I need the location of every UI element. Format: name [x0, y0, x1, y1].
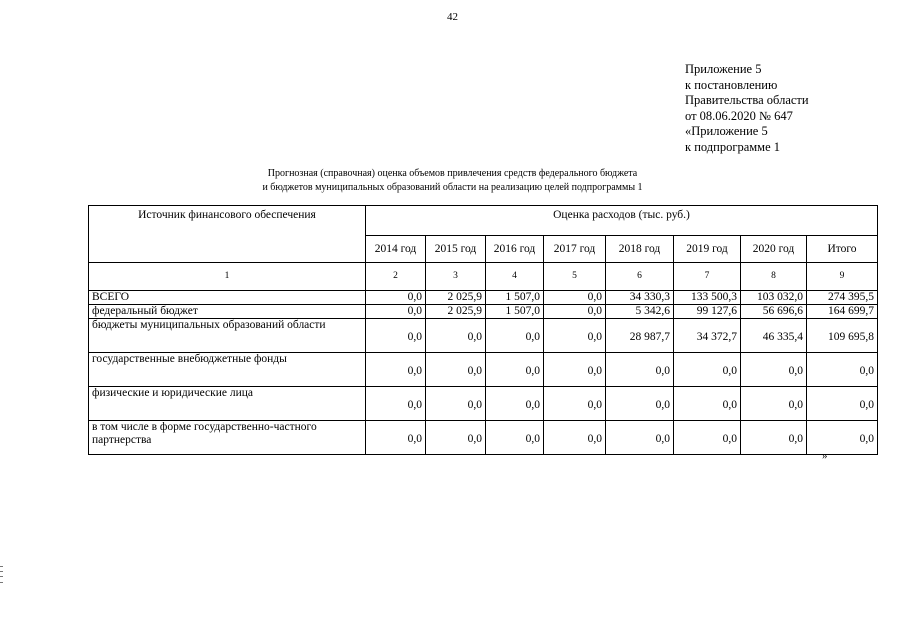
- row-label: в том числе в форме государственно-частного партнерства: [89, 421, 366, 455]
- appendix-line: Приложение 5: [685, 62, 762, 76]
- column-number-row: [89, 263, 878, 291]
- cell-value: 0,0: [674, 387, 741, 421]
- cell-value: 0,0: [366, 319, 426, 353]
- cell-value: 46 335,4: [741, 319, 807, 353]
- cell-value: 0,0: [544, 353, 606, 387]
- budget-table: [88, 205, 878, 455]
- margin-mark: [0, 566, 3, 567]
- appendix-line: к подпрограмме 1: [685, 139, 780, 154]
- document-title: [0, 167, 905, 195]
- column-number: 6: [606, 263, 674, 291]
- cell-value: 0,0: [741, 387, 807, 421]
- header-estimate: Оценка расходов (тыс. руб.): [366, 206, 878, 236]
- cell-value: 0,0: [807, 353, 878, 387]
- cell-value: 0,0: [544, 305, 606, 319]
- header-year: 2020 год: [741, 236, 807, 263]
- cell-value: 0,0: [741, 421, 807, 455]
- column-number: 2: [366, 263, 426, 291]
- cell-value: 0,0: [426, 319, 486, 353]
- header-year: 2015 год: [426, 236, 486, 263]
- appendix-line: Правительства области: [685, 93, 809, 108]
- cell-value: 0,0: [741, 353, 807, 387]
- margin-mark: [0, 571, 3, 572]
- appendix-block: [685, 62, 809, 156]
- cell-value: 109 695,8: [807, 319, 878, 353]
- cell-value: 0,0: [606, 421, 674, 455]
- header-year: 2019 год: [674, 236, 741, 263]
- margin-mark: [0, 582, 3, 583]
- cell-value: 0,0: [486, 353, 544, 387]
- table-row-offbudget-funds: [89, 353, 878, 387]
- cell-value: 0,0: [366, 305, 426, 319]
- cell-value: 0,0: [674, 421, 741, 455]
- table-row-federal: [89, 305, 878, 319]
- header-row: [89, 206, 878, 236]
- table-row-individuals-legal: [89, 387, 878, 421]
- row-label: физические и юридические лица: [89, 387, 366, 421]
- cell-value: 0,0: [486, 387, 544, 421]
- cell-value: 0,0: [366, 421, 426, 455]
- cell-value: 0,0: [366, 291, 426, 305]
- cell-value: 5 342,6: [606, 305, 674, 319]
- cell-value: 0,0: [606, 353, 674, 387]
- cell-value: 34 372,7: [674, 319, 741, 353]
- row-label: государственные внебюджетные фонды: [89, 353, 366, 387]
- cell-value: 0,0: [486, 421, 544, 455]
- appendix-line: от 08.06.2020 № 647: [685, 108, 793, 123]
- column-number: 5: [544, 263, 606, 291]
- cell-value: 0,0: [606, 387, 674, 421]
- appendix-line: «Приложение 5: [685, 124, 768, 139]
- cell-value: 1 507,0: [486, 305, 544, 319]
- cell-value: 133 500,3: [674, 291, 741, 305]
- cell-value: 0,0: [807, 421, 878, 455]
- cell-value: 0,0: [426, 353, 486, 387]
- cell-value: 56 696,6: [741, 305, 807, 319]
- cell-value: 28 987,7: [606, 319, 674, 353]
- cell-value: 2 025,9: [426, 291, 486, 305]
- title-line: Прогнозная (справочная) оценка объемов привлечения средств федерального бюджета: [267, 168, 638, 179]
- row-label: ВСЕГО: [89, 291, 366, 305]
- cell-value: 103 032,0: [741, 291, 807, 305]
- cell-value: 0,0: [426, 421, 486, 455]
- header-total: Итого: [807, 236, 878, 263]
- table-row-ppp: [89, 421, 878, 455]
- column-number: 8: [741, 263, 807, 291]
- cell-value: 0,0: [807, 387, 878, 421]
- margin-mark: [0, 576, 3, 577]
- cell-value: 0,0: [366, 387, 426, 421]
- cell-value: 0,0: [544, 387, 606, 421]
- appendix-line: к постановлению: [685, 77, 778, 92]
- cell-value: 0,0: [544, 291, 606, 305]
- column-number: 7: [674, 263, 741, 291]
- closing-quote: »: [822, 450, 828, 462]
- column-number: 3: [426, 263, 486, 291]
- header-year: 2016 год: [486, 236, 544, 263]
- column-number: 9: [807, 263, 878, 291]
- column-number: 1: [89, 263, 366, 291]
- header-year: 2017 год: [544, 236, 606, 263]
- title-line: и бюджетов муниципальных образований области на реализацию целей подпрограммы 1: [262, 182, 643, 193]
- table-row-municipal: [89, 319, 878, 353]
- page-number: 42: [447, 11, 458, 23]
- cell-value: 0,0: [366, 353, 426, 387]
- cell-value: 1 507,0: [486, 291, 544, 305]
- cell-value: 164 699,7: [807, 305, 878, 319]
- column-number: 4: [486, 263, 544, 291]
- cell-value: 2 025,9: [426, 305, 486, 319]
- cell-value: 0,0: [486, 319, 544, 353]
- cell-value: 0,0: [544, 319, 606, 353]
- header-year: 2018 год: [606, 236, 674, 263]
- header-year: 2014 год: [366, 236, 426, 263]
- cell-value: 0,0: [426, 387, 486, 421]
- cell-value: 274 395,5: [807, 291, 878, 305]
- cell-value: 0,0: [544, 421, 606, 455]
- table-row-total: [89, 291, 878, 305]
- cell-value: 0,0: [674, 353, 741, 387]
- cell-value: 34 330,3: [606, 291, 674, 305]
- header-source: Источник финансового обеспечения: [89, 206, 366, 263]
- row-label: бюджеты муниципальных образований области: [89, 319, 366, 353]
- cell-value: 99 127,6: [674, 305, 741, 319]
- row-label: федеральный бюджет: [89, 305, 366, 319]
